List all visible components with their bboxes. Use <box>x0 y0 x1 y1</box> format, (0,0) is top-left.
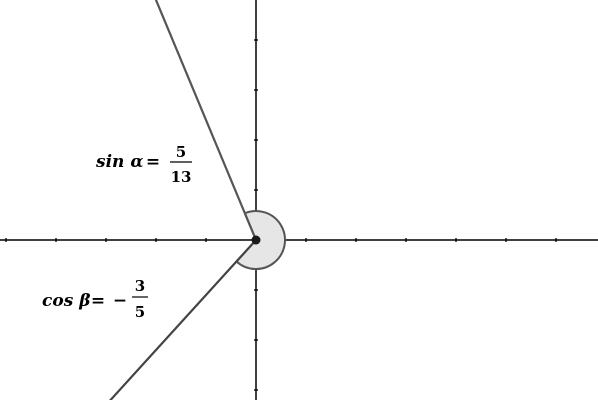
equals-sign-alpha: = <box>145 152 161 172</box>
minus-sign: − <box>112 291 128 311</box>
equals-sign-beta: = <box>90 291 106 311</box>
terminal-ray-beta <box>0 240 256 400</box>
svg-text:cos β <box>42 291 90 311</box>
terminal-ray-alpha <box>0 0 256 240</box>
svg-text:sin α <box>95 152 143 172</box>
alpha-numerator: 5 <box>175 143 187 161</box>
beta-symbol: β <box>79 291 91 311</box>
alpha-symbol: α <box>130 152 144 172</box>
sin-alpha-label <box>95 143 192 186</box>
alpha-denominator: 13 <box>170 168 192 186</box>
origin-point <box>252 236 261 245</box>
beta-denominator: 5 <box>134 303 146 321</box>
beta-numerator: 3 <box>134 277 146 295</box>
cos-function: cos <box>42 291 74 311</box>
cos-beta-label <box>42 277 148 321</box>
axis-ticks <box>6 40 556 390</box>
sin-function: sin <box>96 152 125 172</box>
